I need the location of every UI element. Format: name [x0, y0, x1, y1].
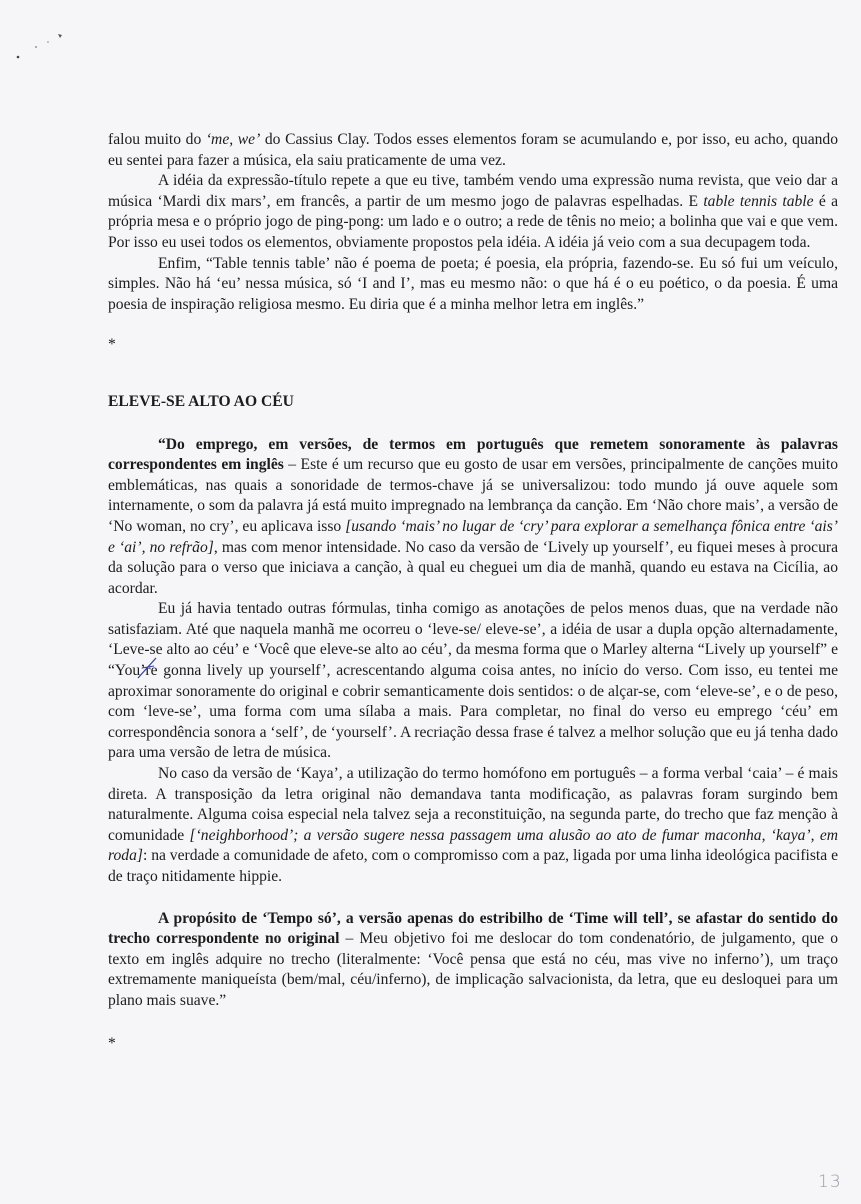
paragraph-3: Enfim, “Table tennis table’ não é poema de poeta; é poesia, ela própria, fazendo-se. Eu só fui um veículo, simples. Não há ‘eu’ nessa música, só ‘I and I’, mas eu mesmo não: o que há é o eu poético, o da poesia. É uma poesia de inspiração religiosa mesmo. Eu diria que é a minha melhor letra em inglês.”: [108, 254, 838, 313]
paragraph-1: [108, 130, 838, 171]
paragraph-6: [108, 764, 838, 888]
text-run: é a própria mesa e o próprio jogo de ping-pong: um lado e o outro; a rede de tênis no meio; a bolinha que vai e que vem. Por isso eu usei todos os elementos, obviamente propostos pela idéia. A idéia já veio com a sua decupagem toda.: [108, 192, 839, 251]
text-run: , mas com menor intensidade. No caso da versão de ‘Lively up yourself’, eu fiquei meses à procura da solução para o verso que iniciava a canção, à qual eu cheguei um dia de manhã, quando eu estava na Cicília, ao acordar.: [108, 538, 838, 597]
section-title: ELEVE-SE ALTO AO CÉU: [108, 392, 294, 410]
text-run: A idéia da expressão-título repete a que eu tive, também vendo uma expressão numa revista, que veio dar a música ‘Mardi dix mars’, em francês, a partir de um mesmo jogo de palavras espelhadas. E: [108, 172, 838, 210]
paragraph-4: [108, 435, 838, 600]
text-run: – Este é um recurso que eu gosto de usar em versões, principalmente de canções muito emblemáticas, nas quais a sonoridade de termos-chave já se universalizou: todo mundo já ouve aquele som internamente, o som da palavra já está muito impregnado na lembrança da canção. Em ‘Não chore mais’, a versão de ‘No woman, no cry’, eu aplicava isso: [108, 456, 839, 535]
page-number: 13: [818, 1172, 842, 1192]
italic-run: [usando ‘mais’ no lugar de ‘cry’ para explorar a semelhança fônica entre ‘ais’ e ‘ai’, no refrão]: [108, 517, 838, 556]
scan-specks: [14, 30, 74, 70]
text-run: : na verdade a comunidade de afeto, com o compromisso com a paz, ligada por uma linha ideológica pacifista e de traço nitidamente hippie.: [108, 847, 838, 885]
text-run: gonna lively up yourself’, acrescentando alguma coisa antes, no início do verso. Com isso, eu tentei me aproximar sonoramente do original e cobrir semanticamente dois sentidos: o de alçar-se, com ‘eleve-se’, e o de peso, com ‘leve-se’, uma forma com uma sílaba a mais. Para completar, no final do verso eu emprego ‘céu’ em correspondência sonora a ‘self’, de ‘yourself’. A recriação dessa frase é talvez a melhor solução que eu já tenha dado para uma versão de letra de música.: [108, 662, 838, 762]
text-run: falou muito do: [108, 131, 206, 148]
section-separator-2: *: [108, 1034, 116, 1052]
paragraph-5: [108, 599, 838, 764]
text-run: ’re: [140, 662, 158, 680]
paragraph-7: [108, 909, 838, 1012]
italic-run: [‘neighborhood’; a versão sugere nessa passagem uma alusão ao ato de fumar maconha, ‘kaya’, em roda]: [108, 826, 838, 865]
handwritten-strike-mark: [136, 656, 160, 682]
italic-run: ‘me, we’: [205, 131, 261, 148]
paragraph-2: [108, 171, 838, 253]
struck-run: [140, 662, 157, 679]
bold-run: “Do emprego, em versões, de termos em português que remetem sonoramente às palavras correspondentes em inglês: [108, 435, 838, 474]
text-run: Eu já havia tentado outras fórmulas, tinha comigo as anotações de pelos menos duas, que na verdade não satisfaziam. Até que naquela manhã me ocorreu o ‘leve-se/ eleve-se’, a idéia de usar a dupla opção alternadamente, ‘Leve-se alto ao céu’ e ‘Você que eleve-se alto ao céu’, da mesma forma que o Marley alterna “Lively up yourself” e “You: [108, 600, 838, 680]
text-run: – Meu objetivo foi me deslocar do tom condenatório, de julgamento, que o texto em inglês adquire no trecho (literalmente: ‘Você pensa que está no céu, mas vive no inferno’), um traço extremamente maniqueísta (bem/mal, céu/inferno), de implicação salvacionista, da letra, que eu desloquei para um plano mais suave.”: [108, 930, 838, 1009]
text-run: No caso da versão de ‘Kaya’, a utilização do termo homófono em português – a forma verbal ‘caia’ – é mais direta. A transposição da letra original não demandava tanta modificação, as palavras foram surgindo bem naturalmente. Alguma coisa especial nela talvez seja a reconstituição, na segunda parte, do trecho que faz menção à comunidade: [108, 765, 838, 844]
bold-run: A propósito de ‘Tempo só’, a versão apenas do estribilho de ‘Time will tell’, se afastar do sentido do trecho correspondente no original: [108, 909, 838, 948]
text-run: do Cassius Clay. Todos esses elementos foram se acumulando e, por isso, eu acho, quando eu sentei para fazer a música, ela saiu praticamente de uma vez.: [108, 131, 839, 169]
italic-run: table tennis table: [703, 192, 814, 210]
section-separator: *: [108, 336, 116, 354]
body-text: [108, 130, 838, 1054]
